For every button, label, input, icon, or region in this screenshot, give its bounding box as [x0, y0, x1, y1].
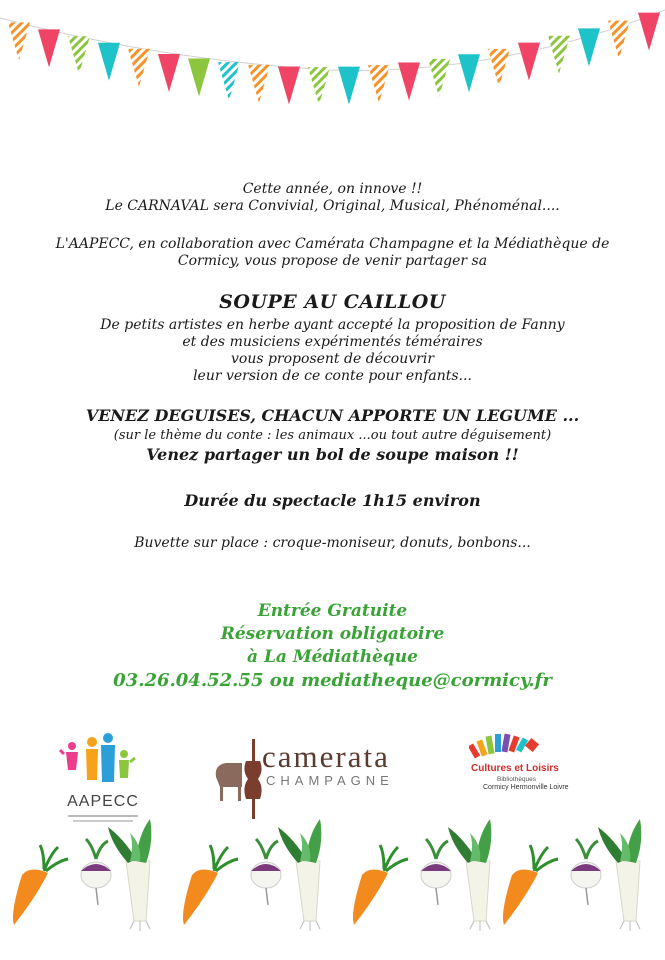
vegetable-group [13, 819, 151, 931]
turnip-icon [81, 839, 111, 905]
soup-invite: Venez partager un bol de soupe maison !! [146, 445, 519, 464]
carrot-icon [13, 845, 68, 925]
vegetable-group [503, 819, 641, 931]
reservation-text: Réservation obligatoire [220, 624, 445, 644]
description-section [0, 317, 665, 385]
leek-icon [598, 819, 641, 931]
bunting-flag [8, 22, 30, 60]
collab-line-1: L'AAPECC, en collaboration avec Camérata Champagne et la Médiathèque de [55, 236, 610, 252]
piano-violin-icon [212, 737, 264, 822]
bunting-flag [458, 54, 480, 92]
aapecc-name: AAPECC [67, 793, 139, 810]
info-section [0, 600, 665, 692]
camerata-logo [212, 737, 427, 822]
bunting-flag [128, 49, 150, 87]
bunting-flag [98, 43, 120, 81]
vegetable-group [183, 819, 321, 931]
cultures-subtitle: Bibliothèques [497, 776, 537, 783]
bunting-flag [428, 59, 450, 97]
intro-line-1: Cette année, on innove !! [242, 181, 423, 197]
bunting-flag [638, 13, 660, 51]
cultures-loisirs-logo [465, 730, 587, 795]
camerata-region: CHAMPAGNE [266, 773, 394, 788]
bunting-flag [518, 43, 540, 81]
buvette-text: Buvette sur place : croque-moniseur, donuts, bonbons... [134, 535, 531, 551]
bunting-flag [488, 49, 510, 87]
turnip-icon [571, 839, 601, 905]
show-title-section [0, 290, 665, 314]
family-icon [58, 732, 148, 787]
entry-text: Entrée Gratuite [257, 601, 408, 621]
carrot-icon [183, 845, 238, 925]
vegetables-border [0, 815, 665, 935]
leek-icon [108, 819, 151, 931]
show-title: SOUPE AU CAILLOU [219, 291, 446, 313]
bunting-flag [248, 65, 270, 103]
costume-section [0, 405, 665, 466]
duration-section [0, 490, 665, 512]
description-line: vous proposent de découvrir [230, 351, 435, 367]
bunting-flag [578, 28, 600, 66]
intro-section [0, 181, 665, 215]
cultures-towns: Cormicy Hermonville Loivre [483, 784, 569, 791]
camerata-name: camerata [262, 739, 390, 774]
bunting-flag [548, 36, 570, 74]
place-text: à La Médiathèque [247, 647, 418, 667]
intro-line-2: Le CARNAVAL sera Convivial, Original, Musical, Phénoménal.... [105, 198, 560, 214]
bunting-flag [218, 62, 240, 100]
bunting-flag [68, 36, 90, 74]
leek-icon [448, 819, 491, 931]
description-line: De petits artistes en herbe ayant accepté la proposition de Fanny [100, 317, 565, 333]
vegetable-group [353, 819, 491, 931]
bunting-flag [278, 66, 300, 104]
duration-text: Durée du spectacle 1h15 environ [184, 491, 481, 510]
carrot-icon [503, 845, 558, 925]
books-icon [469, 730, 544, 760]
buvette-section [0, 535, 665, 552]
bunting-flag [158, 54, 180, 92]
bunting-flag [368, 65, 390, 103]
description-line: et des musiciens expérimentés téméraires [182, 334, 483, 350]
description-line: leur version de ce conte pour enfants... [193, 368, 472, 384]
bunting-flag [308, 67, 330, 105]
turnip-icon [251, 839, 281, 905]
bunting-decoration [0, 0, 665, 130]
costume-note: (sur le thème du conte : les animaux ...ou tout autre déguisement) [113, 428, 552, 443]
collab-line-2: Cormicy, vous propose de venir partager sa [177, 253, 488, 269]
bunting-flag [188, 58, 210, 96]
carrot-icon [353, 845, 408, 925]
aapecc-logo [58, 732, 148, 817]
turnip-icon [421, 839, 451, 905]
collab-section [0, 236, 665, 270]
cultures-title: Cultures et Loisirs [471, 763, 559, 774]
leek-icon [278, 819, 321, 931]
bunting-flag [398, 62, 420, 100]
bunting-flag [608, 21, 630, 59]
bunting-flag [338, 67, 360, 105]
contact-text: 03.26.04.52.55 ou mediatheque@cormicy.fr [113, 670, 552, 691]
bunting-flag [38, 29, 60, 67]
costume-headline: VENEZ DEGUISES, CHACUN APPORTE UN LEGUME ... [85, 406, 580, 425]
